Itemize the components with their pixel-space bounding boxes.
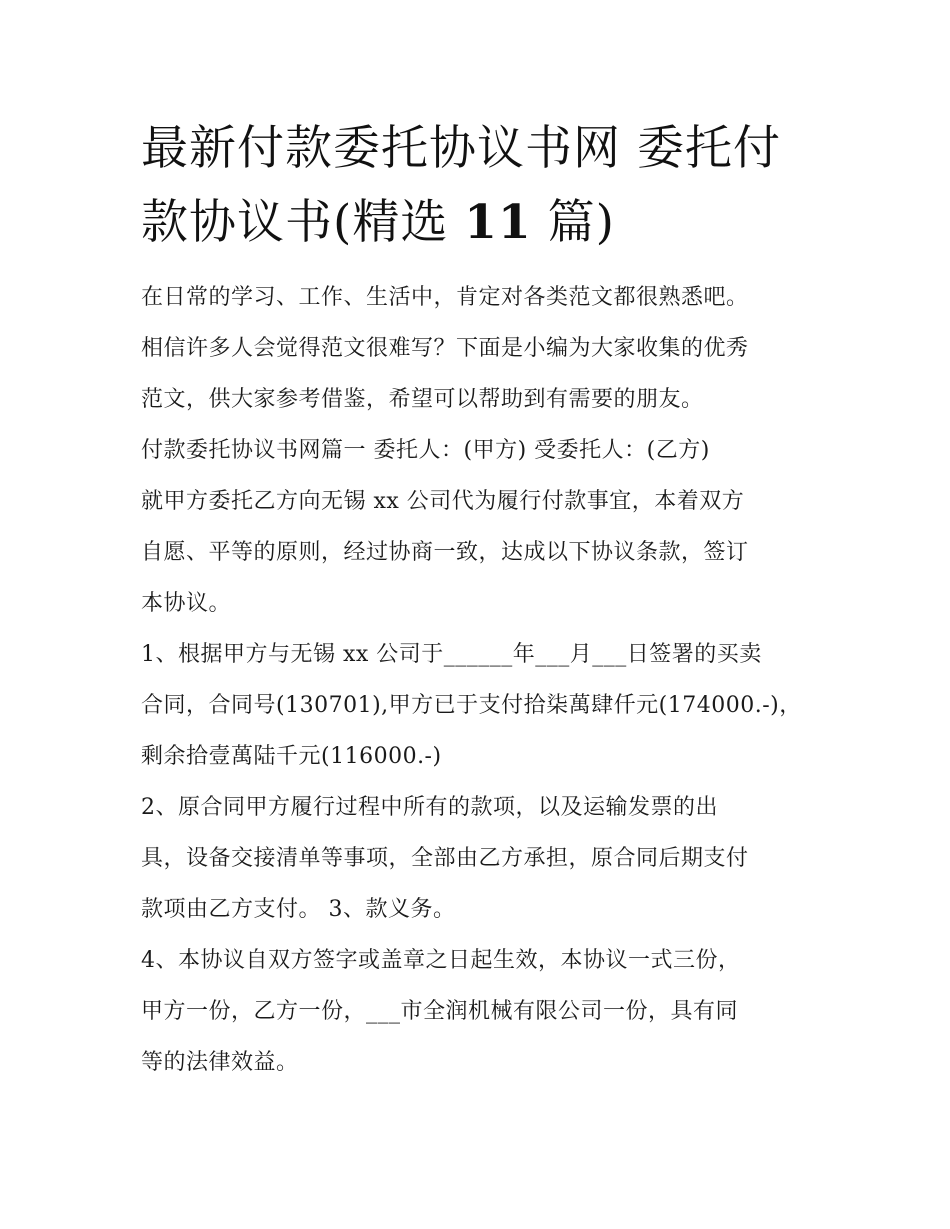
paragraph-line: 在日常的学习、工作、生活中，肯定对各类范文都很熟悉吧。	[141, 285, 749, 310]
paragraph-intro	[141, 272, 821, 425]
title-number: 11	[464, 195, 532, 250]
paragraph-line: 就甲方委托乙方向无锡 xx 公司代为履行付款事宜，本着双方	[141, 489, 745, 514]
paragraph-parties	[141, 425, 821, 629]
paragraph-line: 本协议。	[141, 591, 232, 616]
title-text-tail: 篇)	[531, 195, 615, 250]
document-title	[141, 112, 821, 260]
paragraph-clause-1	[141, 629, 821, 782]
title-line	[141, 186, 821, 260]
paragraph-line: 1、根据甲方与无锡 xx 公司于______年___月___日签署的买卖	[141, 642, 762, 667]
paragraph-clause-4	[141, 935, 821, 1088]
paragraph-line: 剩余拾壹萬陆千元(116000.-)	[141, 744, 442, 769]
document-page	[141, 112, 821, 1088]
paragraph-line: 合同，合同号(130701),甲方已于支付拾柒萬肆仟元(174000.-)，	[141, 693, 802, 718]
title-line	[141, 112, 821, 186]
paragraph-line: 相信许多人会觉得范文很难写？下面是小编为大家收集的优秀	[141, 336, 749, 361]
paragraph-line: 甲方一份，乙方一份，___市全润机械有限公司一份，具有同	[141, 999, 739, 1024]
paragraph-line: 4、本协议自双方签字或盖章之日起生效，本协议一式三份，	[141, 948, 741, 973]
paragraph-line: 付款委托协议书网篇一 委托人：(甲方) 受委托人：(乙方)	[141, 438, 710, 463]
title-text: 最新付款委托协议书网 委托付	[141, 121, 781, 176]
paragraph-line: 范文，供大家参考借鉴，希望可以帮助到有需要的朋友。	[141, 387, 704, 412]
paragraph-line: 具，设备交接清单等事项，全部由乙方承担，原合同后期支付	[141, 846, 749, 871]
document-body	[141, 272, 821, 1088]
paragraph-line: 等的法律效益。	[141, 1050, 299, 1075]
paragraph-line: 自愿、平等的原则，经过协商一致，达成以下协议条款，签订	[141, 540, 749, 565]
title-text: 款协议书(精选	[141, 195, 465, 250]
paragraph-line: 2、原合同甲方履行过程中所有的款项，以及运输发票的出	[141, 795, 718, 820]
paragraph-line: 款项由乙方支付。 3、款义务。	[141, 897, 456, 922]
paragraph-clause-2	[141, 782, 821, 935]
